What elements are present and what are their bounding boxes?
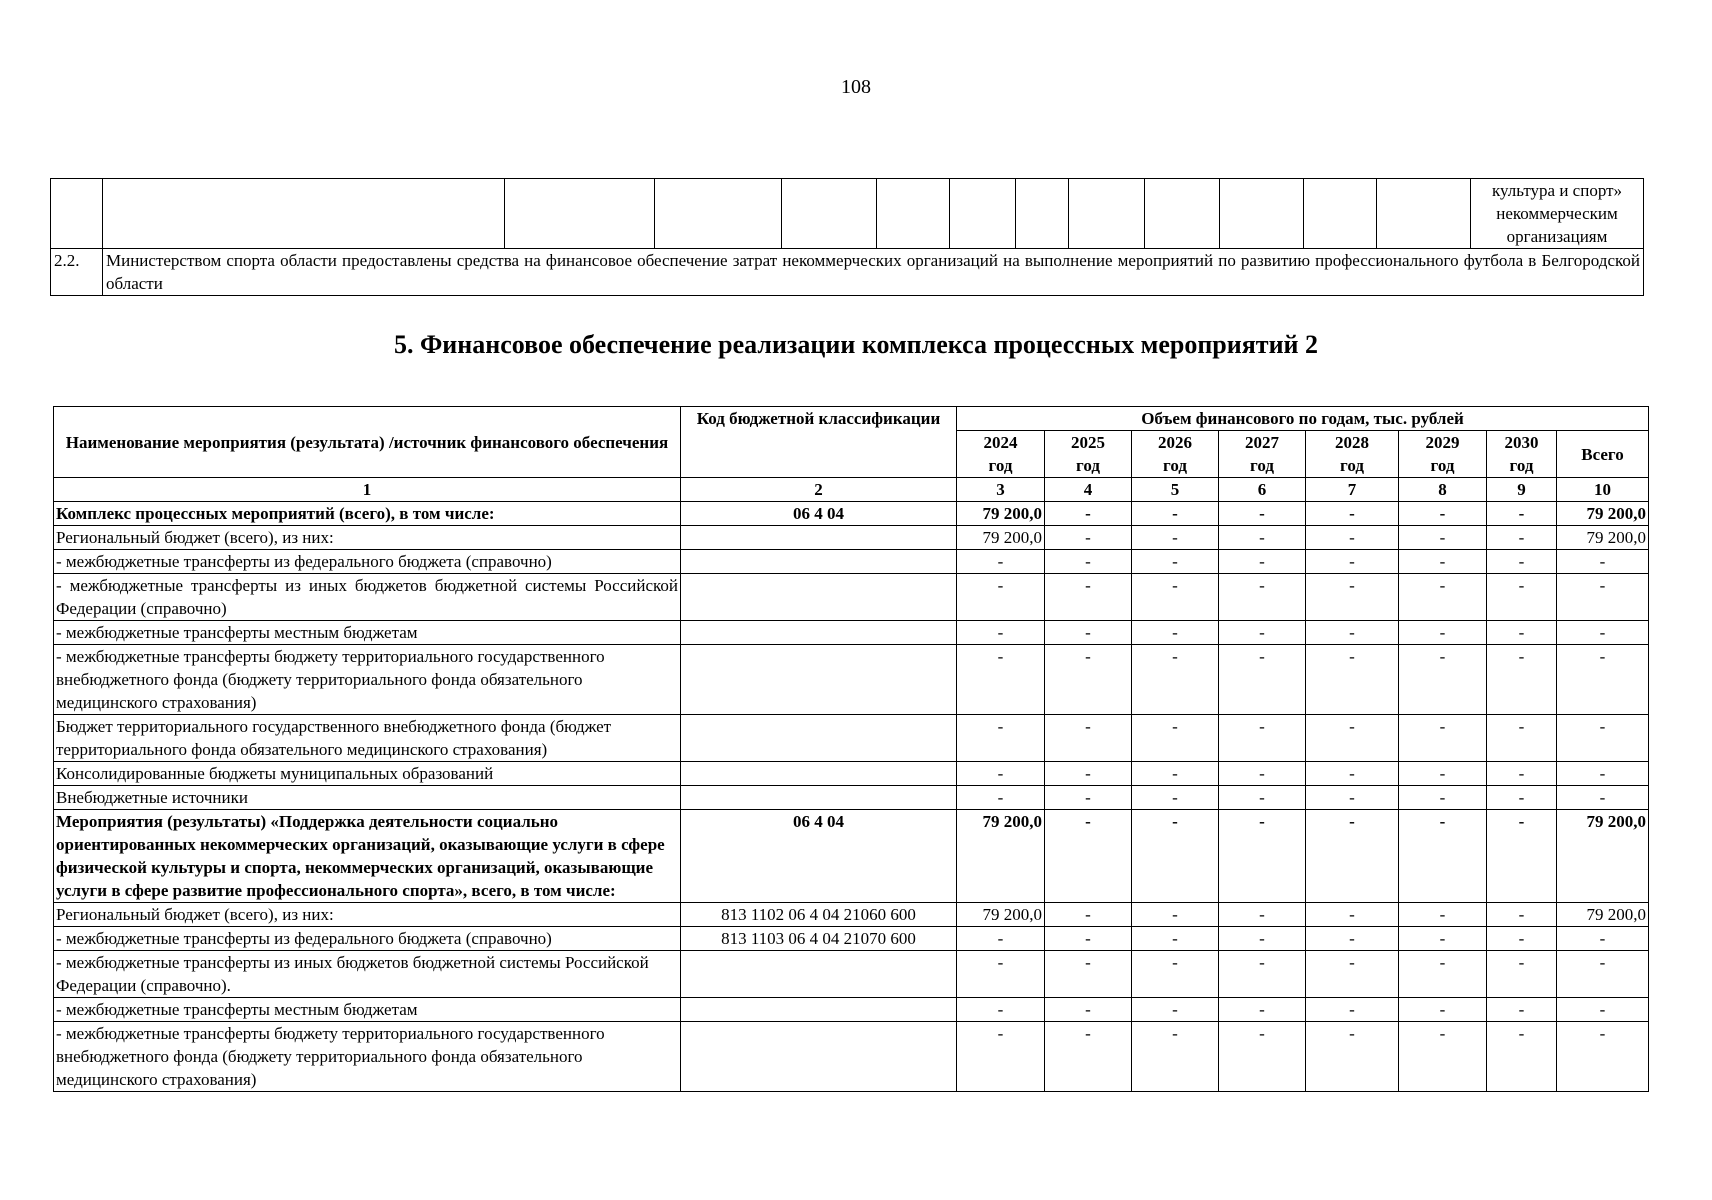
row-value: - xyxy=(1306,502,1399,526)
row-code xyxy=(681,786,957,810)
row-value: - xyxy=(1306,927,1399,951)
column-number: 9 xyxy=(1487,478,1557,502)
year-unit: год xyxy=(1340,456,1364,475)
row-description: Министерством спорта области предоставлены средства на финансовое обеспечение затрат некоммерческих организаций на выполнение мероприятий по развитию профессионального футбола в Белгородской области xyxy=(103,249,1644,296)
row-name: - межбюджетные трансферты из иных бюджетов бюджетной системы Российской Федерации (справочно). xyxy=(54,951,681,998)
row-value: - xyxy=(1045,550,1132,574)
row-value: - xyxy=(1306,526,1399,550)
row-value: - xyxy=(1487,550,1557,574)
row-value: - xyxy=(1132,998,1219,1022)
table-row xyxy=(54,810,1649,903)
row-value: - xyxy=(1132,1022,1219,1092)
continuation-row-2-2 xyxy=(51,249,1644,296)
column-number: 1 xyxy=(54,478,681,502)
row-value: - xyxy=(1219,621,1306,645)
table-row xyxy=(54,621,1649,645)
year-unit: год xyxy=(1163,456,1187,475)
row-name: - межбюджетные трансферты бюджету территориального государственного внебюджетного фонда (бюджету территориального фонда обязательного медицинского страхования) xyxy=(54,1022,681,1092)
row-value: - xyxy=(957,762,1045,786)
row-value: - xyxy=(1132,762,1219,786)
year-unit: год xyxy=(1509,456,1534,475)
year-label: 2028 xyxy=(1335,433,1369,452)
row-code xyxy=(681,526,957,550)
row-value: - xyxy=(1132,550,1219,574)
table-row xyxy=(54,715,1649,762)
row-value: - xyxy=(1399,786,1487,810)
row-value: - xyxy=(1219,550,1306,574)
row-value: - xyxy=(1487,998,1557,1022)
row-value: 79 200,0 xyxy=(1557,903,1649,927)
row-code xyxy=(681,621,957,645)
row-value: - xyxy=(1306,645,1399,715)
row-value: - xyxy=(1045,951,1132,998)
row-code xyxy=(681,1022,957,1092)
row-code: 813 1103 06 4 04 21070 600 xyxy=(681,927,957,951)
row-number: 2.2. xyxy=(51,249,103,296)
row-value: - xyxy=(1557,1022,1649,1092)
row-value: - xyxy=(1487,574,1557,621)
row-name: - межбюджетные трансферты бюджету территориального государственного внебюджетного фонда (бюджету территориального фонда обязательного медицинского страхования) xyxy=(54,645,681,715)
table-row xyxy=(54,574,1649,621)
row-value: - xyxy=(957,1022,1045,1092)
row-value: - xyxy=(1399,998,1487,1022)
row-value: 79 200,0 xyxy=(957,810,1045,903)
row-value: - xyxy=(1487,526,1557,550)
row-name: - межбюджетные трансферты местным бюджетам xyxy=(54,998,681,1022)
row-code xyxy=(681,715,957,762)
row-name: Комплекс процессных мероприятий (всего), в том числе: xyxy=(54,502,681,526)
row-name: - межбюджетные трансферты из федерального бюджета (справочно) xyxy=(54,927,681,951)
table-row xyxy=(54,762,1649,786)
column-number: 2 xyxy=(681,478,957,502)
row-value: - xyxy=(1219,526,1306,550)
row-code xyxy=(681,998,957,1022)
section-title: 5. Финансовое обеспечение реализации комплекса процессных мероприятий 2 xyxy=(393,330,1319,359)
row-value: - xyxy=(1557,645,1649,715)
row-value: - xyxy=(1045,502,1132,526)
year-label: 2030 xyxy=(1504,433,1539,452)
header-row-1 xyxy=(54,407,1649,431)
row-value: - xyxy=(1399,1022,1487,1092)
row-value: - xyxy=(1487,903,1557,927)
page-number: 108 xyxy=(841,76,871,98)
row-value: - xyxy=(1219,645,1306,715)
header-year-2025 xyxy=(1045,431,1132,478)
row-value: - xyxy=(1045,810,1132,903)
column-number: 4 xyxy=(1045,478,1132,502)
row-value: - xyxy=(1132,715,1219,762)
row-value: - xyxy=(1557,786,1649,810)
row-value: - xyxy=(1219,574,1306,621)
row-value: - xyxy=(1219,502,1306,526)
row-value: 79 200,0 xyxy=(1557,526,1649,550)
row-value: - xyxy=(1399,550,1487,574)
row-code: 06 4 04 xyxy=(681,502,957,526)
row-value: - xyxy=(957,715,1045,762)
row-value: - xyxy=(1306,762,1399,786)
year-unit: год xyxy=(1250,456,1274,475)
row-name: Мероприятия (результаты) «Поддержка деятельности социально ориентированных некоммерческих организаций, оказывающие услуги в сфере физической культуры и спорта, некоммерческих организаций, оказывающие услуги в сфере развитие профессионального спорта», всего, в том числе: xyxy=(54,810,681,903)
header-volume: Объем финансового по годам, тыс. рублей xyxy=(957,407,1649,431)
table-row xyxy=(54,927,1649,951)
row-name: Региональный бюджет (всего), из них: xyxy=(54,903,681,927)
row-value: - xyxy=(1487,927,1557,951)
row-value: - xyxy=(1399,927,1487,951)
row-value: - xyxy=(1306,951,1399,998)
row-value: - xyxy=(1306,903,1399,927)
row-value: - xyxy=(1399,951,1487,998)
row-value: - xyxy=(957,786,1045,810)
year-label: 2024 xyxy=(983,433,1018,452)
row-value: - xyxy=(1219,715,1306,762)
row-value: - xyxy=(1045,927,1132,951)
row-name: - межбюджетные трансферты из федерального бюджета (справочно) xyxy=(54,550,681,574)
row-name: Региональный бюджет (всего), из них: xyxy=(54,526,681,550)
row-value: - xyxy=(1399,715,1487,762)
row-value: - xyxy=(957,645,1045,715)
row-value: - xyxy=(1557,621,1649,645)
row-value: - xyxy=(1045,762,1132,786)
column-number: 7 xyxy=(1306,478,1399,502)
row-value: - xyxy=(1219,810,1306,903)
year-label: 2026 xyxy=(1158,433,1192,452)
row-value: 79 200,0 xyxy=(1557,810,1649,903)
column-numbers-row xyxy=(54,478,1649,502)
row-value: - xyxy=(1487,502,1557,526)
row-value: - xyxy=(1306,574,1399,621)
header-year-2026 xyxy=(1132,431,1219,478)
row-value: - xyxy=(1306,715,1399,762)
column-number: 5 xyxy=(1132,478,1219,502)
year-unit: год xyxy=(1076,456,1100,475)
row-value: - xyxy=(1132,645,1219,715)
table-row xyxy=(54,951,1649,998)
table-row xyxy=(54,903,1649,927)
row-value: - xyxy=(1557,998,1649,1022)
row-value: - xyxy=(1557,550,1649,574)
row-name: Бюджет территориального государственного внебюджетного фонда (бюджет территориального фонда обязательного медицинского страхования) xyxy=(54,715,681,762)
row-value: - xyxy=(1306,786,1399,810)
row-value: - xyxy=(1132,621,1219,645)
row-value: - xyxy=(1399,621,1487,645)
row-code xyxy=(681,951,957,998)
row-value: - xyxy=(1045,1022,1132,1092)
table-row xyxy=(54,502,1649,526)
row-value: - xyxy=(1306,550,1399,574)
header-code: Код бюджетной классификации xyxy=(681,407,957,478)
row-value: - xyxy=(1487,645,1557,715)
row-value: - xyxy=(1487,951,1557,998)
table-row xyxy=(54,526,1649,550)
row-value: - xyxy=(1399,645,1487,715)
row-value: - xyxy=(1132,786,1219,810)
row-value: - xyxy=(1132,927,1219,951)
row-value: 79 200,0 xyxy=(957,903,1045,927)
row-code xyxy=(681,645,957,715)
row-value: - xyxy=(1399,502,1487,526)
continuation-right-text: культура и спорт» некоммерческим организациям xyxy=(1471,179,1644,249)
row-value: - xyxy=(1045,574,1132,621)
row-value: - xyxy=(1132,526,1219,550)
row-value: - xyxy=(1399,903,1487,927)
row-value: - xyxy=(957,927,1045,951)
year-label: 2027 xyxy=(1245,433,1279,452)
row-value: - xyxy=(1487,715,1557,762)
row-value: - xyxy=(1487,810,1557,903)
row-code: 06 4 04 xyxy=(681,810,957,903)
row-name: - межбюджетные трансферты местным бюджетам xyxy=(54,621,681,645)
row-value: - xyxy=(1045,903,1132,927)
row-value: - xyxy=(957,550,1045,574)
row-value: - xyxy=(957,574,1045,621)
row-value: - xyxy=(957,998,1045,1022)
year-label: 2025 xyxy=(1071,433,1105,452)
row-value: - xyxy=(1219,786,1306,810)
row-value: - xyxy=(1045,998,1132,1022)
row-value: - xyxy=(1219,762,1306,786)
row-value: - xyxy=(1487,621,1557,645)
row-value: - xyxy=(1045,715,1132,762)
table-row xyxy=(54,998,1649,1022)
year-label: 2029 xyxy=(1425,433,1460,452)
column-number: 8 xyxy=(1399,478,1487,502)
financing-table xyxy=(53,406,1649,1092)
row-value: - xyxy=(1219,1022,1306,1092)
row-value: 79 200,0 xyxy=(957,502,1045,526)
row-value: - xyxy=(957,951,1045,998)
row-name: Консолидированные бюджеты муниципальных образований xyxy=(54,762,681,786)
row-value: - xyxy=(1132,951,1219,998)
row-value: - xyxy=(957,621,1045,645)
row-value: - xyxy=(1306,621,1399,645)
header-name: Наименование мероприятия (результата) /источник финансового обеспечения xyxy=(54,407,681,478)
row-value: - xyxy=(1219,951,1306,998)
table-row xyxy=(54,645,1649,715)
row-value: - xyxy=(1487,1022,1557,1092)
row-name: - межбюджетные трансферты из иных бюджетов бюджетной системы Российской Федерации (справочно) xyxy=(54,574,681,621)
row-name: Внебюджетные источники xyxy=(54,786,681,810)
row-value: - xyxy=(1487,762,1557,786)
year-unit: год xyxy=(988,456,1013,475)
table-row xyxy=(54,786,1649,810)
header-year-2030 xyxy=(1487,431,1557,478)
header-total: Всего xyxy=(1557,431,1649,478)
row-value: - xyxy=(1132,903,1219,927)
column-number: 6 xyxy=(1219,478,1306,502)
row-value: - xyxy=(1557,927,1649,951)
row-value: - xyxy=(1306,998,1399,1022)
row-value: - xyxy=(1045,526,1132,550)
column-number: 10 xyxy=(1557,478,1649,502)
header-year-2029 xyxy=(1399,431,1487,478)
row-value: - xyxy=(1399,574,1487,621)
header-year-2024 xyxy=(957,431,1045,478)
year-unit: год xyxy=(1430,456,1455,475)
continuation-row-top xyxy=(51,179,1644,249)
row-code xyxy=(681,762,957,786)
row-value: - xyxy=(1132,574,1219,621)
row-value: - xyxy=(1045,645,1132,715)
row-value: - xyxy=(1557,951,1649,998)
row-value: 79 200,0 xyxy=(1557,502,1649,526)
row-value: - xyxy=(1557,715,1649,762)
header-year-2027 xyxy=(1219,431,1306,478)
row-value: - xyxy=(1219,998,1306,1022)
row-code: 813 1102 06 4 04 21060 600 xyxy=(681,903,957,927)
column-number: 3 xyxy=(957,478,1045,502)
row-value: - xyxy=(1306,1022,1399,1092)
header-year-2028 xyxy=(1306,431,1399,478)
row-value: - xyxy=(1399,762,1487,786)
row-value: 79 200,0 xyxy=(957,526,1045,550)
row-value: - xyxy=(1306,810,1399,903)
row-value: - xyxy=(1487,786,1557,810)
row-code xyxy=(681,574,957,621)
row-code xyxy=(681,550,957,574)
row-value: - xyxy=(1399,810,1487,903)
row-value: - xyxy=(1219,903,1306,927)
row-value: - xyxy=(1557,762,1649,786)
table-row xyxy=(54,550,1649,574)
row-value: - xyxy=(1045,621,1132,645)
table-row xyxy=(54,1022,1649,1092)
row-value: - xyxy=(1132,810,1219,903)
row-value: - xyxy=(1399,526,1487,550)
row-value: - xyxy=(1045,786,1132,810)
row-value: - xyxy=(1557,574,1649,621)
continuation-table xyxy=(50,178,1644,296)
row-value: - xyxy=(1132,502,1219,526)
row-value: - xyxy=(1219,927,1306,951)
